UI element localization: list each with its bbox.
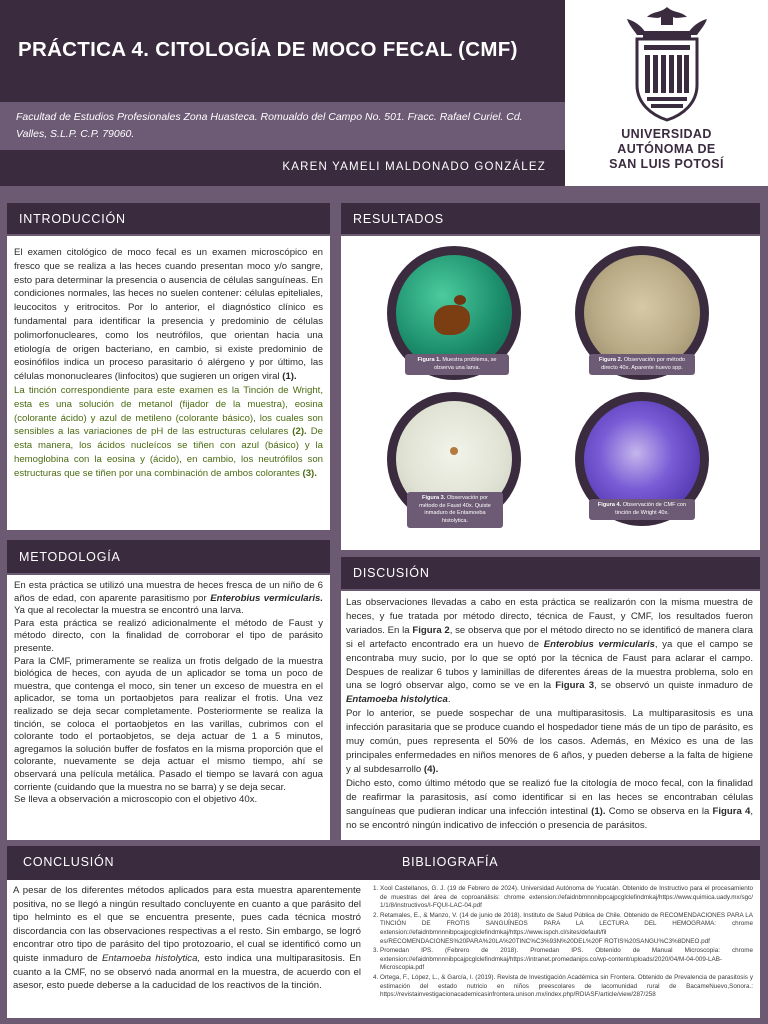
results-panel bbox=[341, 236, 760, 550]
figure-2-caption: Figura 2. Observación por método directo 40x. Aparente huevo spp. bbox=[589, 354, 695, 375]
intro-text: El examen citológico de moco fecal es un examen microscópico en fresco que se realiza a las heces cuando presentan moco y/o sangre, esto para determinar la presencia o ausencia de células sanguíneas. En condiciones normales, las heces no suelen contener: células epiteliales, leucocitos y eritrocitos. Por lo anterior, el diagnóstico clínico es fundamental para identificar la presencia y predominio de células polimorfonucleares, como los neutrófilos, que orientan hacia una etiología de origen bacteriano, en cambio, si existe predominio de eosinófilos indica un proceso parasitario ó alérgeno y por último, las células mononucleares (linfocitos) que sugieren un origen viral (1). La tinción correspondiente para este examen es la Tinción de Wright, esta es una solución de metanol (fijador de la muestra), eosina (colorante ácido) y azul de metileno (colorante básico), los cuales son sensibles a las variaciones de pH de las estructuras celulares (2). De esta manera, los ácidos nucleícos se tiñen con azul (básico) y la hemoglobina con la eosina y (ácido), en cambio, los neutrófilos son estructuras que se tiñen por una combinación de ambos colorantes (3). bbox=[14, 247, 323, 479]
bottom-heading-bar bbox=[7, 846, 760, 880]
larva-fragment bbox=[454, 295, 466, 305]
bibliography-item: 1. Xool Castellanos, G. J. (19 de Febrero de 2024). Universidad Autónoma de Yucatán. Obtenido de Instructivo para el procesamiento de muestras del área de coproanálisis: chrome extension://efaidnbmnnnibpcajpcglclefindmkaj/https://www.quimica.uady.mx/sgc/ 1/1/8/instructivos/I-FQUI-LAC-04.pdf bbox=[380, 885, 753, 911]
method-text: En esta práctica se utilizó una muestra de heces fresca de un niño de 6 años de edad, con aparente parasitismo por Enterobius vermicularis. Ya que al recolectar la muestra se encontró una larva. Para esta práctica se realizó adicionalmente el método de Faust y método directo, con la finalidad de corroborar el tipo de parásito presente. Para la CMF, primeramente se realiza un frotis delgado de la muestra biológica de heces, con ayuda de un aplicador se toma un poco de muestra, que contenga el moco, sin tener un exceso de muestra en el aplicador, se toma un portaobjetos para realizar el frotis. Una vez realizado se deja secar completamente. Posteriormente se realiza la tinción, se coloca el portaobjetos en las varillas, cubrimos con el colorante todo el portaobjetos, se deja actuar de 1 a 5 minutos, agregamos la solución buffer de fosfatos en la misma proporción que el colorante, nuevamente se deja actuar el mismo tiempo, ahí se observará una película metálica. Pasado el tiempo se lavará con agua corriente (cuidando que la muestra no se barra) y se deja secar. Se lleva a observación a microscopio con el objetivo 40x. bbox=[14, 580, 323, 806]
page-title: PRÁCTICA 4. CITOLOGÍA DE MOCO FECAL (CMF) bbox=[18, 38, 518, 61]
discussion-heading: DISCUSIÓN bbox=[341, 557, 760, 589]
method-panel bbox=[7, 575, 330, 840]
figure-1-caption: Figura 1. Muestra problema, se observa una larva. bbox=[405, 354, 509, 375]
university-crest-icon bbox=[617, 5, 717, 123]
figure-3-caption: Figura 3. Observación por método de Faust 40x. Quiste inmaduro de Entamoeba histolytica. bbox=[407, 492, 503, 528]
university-name: UNIVERSIDAD AUTÓNOMA DE SAN LUIS POTOSÍ bbox=[609, 127, 724, 171]
bibliography-item: 2. Retamales, E., & Manzo, V. (14 de junio de 2018). Instituto de Salud Pública de Chile. Obtenido de RECOMENDACIONES PARA LA TINCIÓN DE FROTIS SANGUÍNEOS PARA LA LECTURA DEL HEMOGRAMA: chrome extension://efaidnbmnnnibpcajpcglclefindmkaj/https://www.ispch.cl/sites/default/fil es/RECOMENDACIONES%20PARA%20LA%20TINC%C3%93N%20DEL%20F ROTIS%20SANGU%C3%8DNEO.pdf bbox=[380, 912, 753, 946]
conclusion-heading: CONCLUSIÓN bbox=[23, 855, 115, 869]
figure-4-caption: Figura 4. Observación de CMF con tinción de Wright 40x. bbox=[589, 499, 695, 520]
discussion-panel bbox=[341, 591, 760, 840]
header-bar bbox=[0, 0, 565, 186]
method-heading: METODOLOGÍA bbox=[7, 540, 330, 573]
larva-specimen bbox=[434, 305, 470, 335]
bibliography-item: 3. Promedan IPS. (Febrero de 2018). Promedan IPS. Obtenido de Manual Microscopia: chrome extension://efaidnbmnnnibpcajpcglclefindmkaj/https://intranet.promedanips.co/wp-content/uploads/2020/04/M-04-009-LAB-Microscopia.pdf bbox=[380, 947, 753, 973]
bibliography-heading: BIBLIOGRAFÍA bbox=[402, 855, 499, 869]
intro-panel bbox=[7, 236, 330, 530]
cyst-specimen bbox=[450, 447, 458, 455]
bibliography-list bbox=[370, 885, 753, 1001]
discussion-text: Las observaciones llevadas a cabo en esta práctica se realizarón con la misma muestra de heces, y fue tratada por método directo, técnica de Faust, y CMF, los resultados fueron variados. En la Figura 2, se observa que por el método directo no se identificó de manera clara si el artefacto encontrado era un huevo de Enterobius vermicularis, ya que el campo se encontraba muy sucio, por lo que se optó por la técnica de Faust para aclarar el campo. Despues de realizar 6 tubos y laminillas de diferentes áreas de la muestra problema, solo en una se logró observar algo, como se ve en la Figura 3, se observó un quiste inmaduro de Entamoeba histolytica. Por lo anterior, se puede sospechar de una multiparasitosis. La multiparasitosis es una infección parasitaria que se produce cuando el hospedador tiene más de un tipo de parásito, es muy común, pues representa el 50% de los casos. Además, en México es una de las principales enfermedades en niños menores de 6 años, y pueden deberse a la falta de higiene y al subdesarrollo (4). Dicho esto, como último método que se realizó fue la citología de moco fecal, con la finalidad de reafirmar la parasitosis, así como identificar si en las heces se encontraban células sanguíneas que pudieran indicar una infección intestinal (1). Como se observa en la Figura 4, no se encontró ningún indicativo de infección o presencia de parásitos. bbox=[346, 597, 754, 831]
bibliography-item: 4. Ortega, F., López, L., & García, I. (2019). Revista de Investigación Académica sin Frontera. Obtenido de Prevalencia de parasitosis y estimación del estado nutricio en niños preescolares de lacomunidad rural de BacameNuevo,Sonora.: https://revistainvestigacionacademicasinfrontera.unison.mx/index.php/RDIASF/article/view/287/258 bbox=[380, 974, 753, 1000]
intro-heading: INTRODUCCIÓN bbox=[7, 203, 330, 234]
author-name: KAREN YAMELI MALDONADO GONZÁLEZ bbox=[282, 161, 546, 173]
address-line: Facultad de Estudios Profesionales Zona Huasteca. Romualdo del Campo No. 501. Fracc. Rafael Curiel. Cd. Valles, S.L.P. C.P. 79060. bbox=[0, 102, 565, 150]
conclusion-text: A pesar de los diferentes métodos aplicados para esta muestra aparentemente positiva, no se llegó a ningún resultado concluyente en cuanto a que parásito del tipo helminto es el que se encuentra presente, pues cada técnica mostró discordancia con las observaciones respectivas a el resto. Sin embargo, se logró encontrar otro tipo de parásito del tipo protozoario, el cual se identificó como un quiste inmaduro de Entamoeba histolytica, esto indica una multiparasitosis. En cuanto a la CMF, no se observó nada anormal en la muestra, de acuerdo con el asesor, esto puede deberse a la caducidad de los reactivos de la tinción. bbox=[13, 885, 362, 992]
results-heading: RESULTADOS bbox=[341, 203, 760, 234]
